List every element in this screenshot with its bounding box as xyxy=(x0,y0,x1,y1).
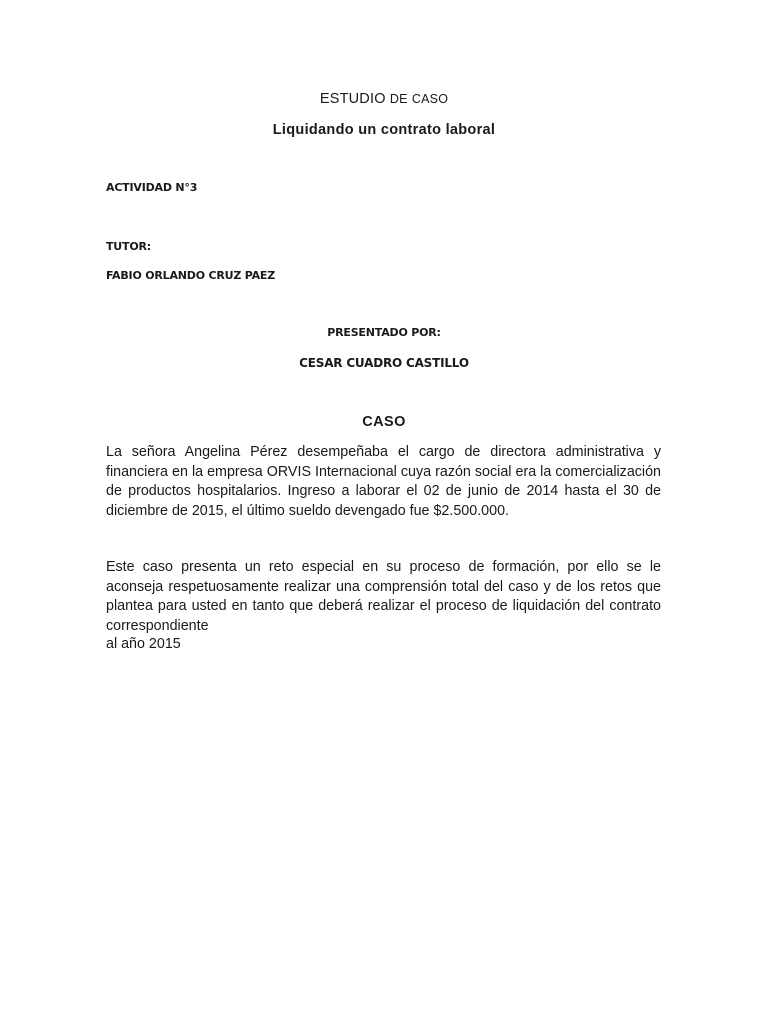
activity-label: ACTIVIDAD N°3 xyxy=(106,181,198,194)
case-paragraph-2: Este caso presenta un reto especial en su proceso de formación, por ello se le aconseja respetuosamente realizar una comprensión total del caso y de los retos que plantea para usted en tanto que deberá realizar el proceso de liquidación del contrato correspondiente xyxy=(106,559,661,634)
tutor-label: TUTOR: xyxy=(106,240,151,253)
heading-de: DE xyxy=(389,92,408,106)
case-heading: CASO xyxy=(362,414,406,430)
document-subtitle: Liquidando un contrato laboral xyxy=(272,122,496,138)
case-paragraph-1: La señora Angelina Pérez desempeñaba el cargo de directora administrativa y financiera en la empresa ORVIS Internacional cuya razón social era la comercialización de productos hospitalarios. Ingreso a laborar el 02 de junio de 2014 hasta el 30 de diciembre de 2015, el último sueldo devengado fue $2.500.000. xyxy=(106,444,661,519)
presented-by-label: PRESENTADO POR: xyxy=(327,326,441,339)
tutor-name: FABIO ORLANDO CRUZ PAEZ xyxy=(106,269,276,282)
case-paragraph-3: al año 2015 xyxy=(106,636,181,652)
heading-caso: CASO xyxy=(411,92,449,106)
presenter-name: CESAR CUADRO CASTILLO xyxy=(299,356,469,370)
heading-main: ESTUDIO xyxy=(319,91,386,107)
document-heading xyxy=(0,91,768,107)
